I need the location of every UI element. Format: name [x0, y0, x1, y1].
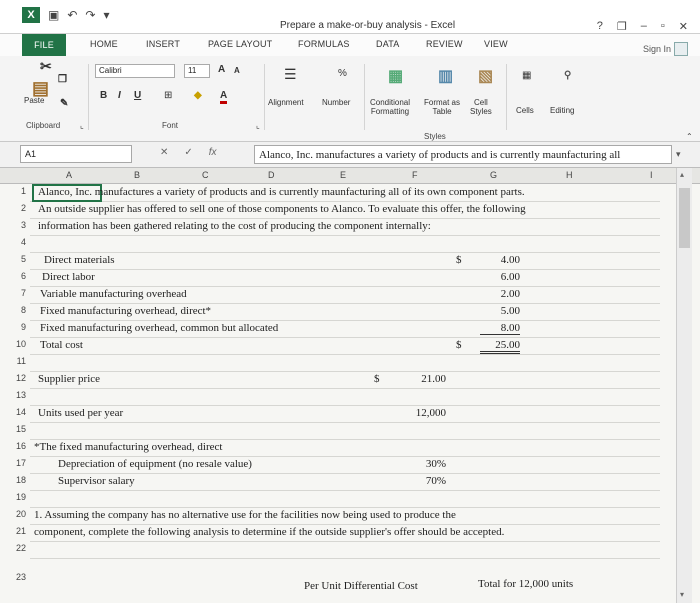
column-header-b[interactable]: B	[134, 170, 141, 180]
row-header[interactable]: 19	[15, 492, 26, 502]
cell-label-units-used[interactable]: Units used per year	[38, 407, 124, 419]
window-title: Prepare a make-or-buy analysis - Excel	[280, 20, 456, 31]
cell-value-depreciation[interactable]: 30%	[425, 458, 446, 470]
divider	[364, 64, 365, 130]
cut-icon[interactable]: ✂	[40, 58, 52, 74]
row-header[interactable]: 23	[15, 572, 26, 582]
gridline	[30, 303, 660, 304]
divider	[506, 64, 507, 130]
conditional-label: Conditional	[370, 98, 411, 107]
collapse-ribbon-icon[interactable]: ⌃	[686, 132, 693, 141]
column-header-i[interactable]: I	[650, 170, 653, 180]
ribbon	[0, 56, 700, 142]
gridline	[30, 405, 660, 406]
cell-value-fixed-direct[interactable]: 5.00	[500, 305, 520, 317]
clipboard-group-label: Clipboard	[26, 121, 61, 130]
sign-in-label: Sign In	[642, 44, 671, 54]
row-header[interactable]: 22	[15, 543, 26, 553]
conditional-formatting-icon[interactable]: ▦	[388, 68, 404, 85]
row-header[interactable]: 13	[15, 390, 26, 400]
cell-question-line1[interactable]: 1. Assuming the company has no alternative use for the facilities now being used to produce the	[34, 509, 456, 521]
cell-label-variable-overhead[interactable]: Variable manufacturing overhead	[40, 288, 187, 300]
row-header[interactable]: 21	[15, 526, 26, 536]
gridline	[30, 218, 660, 219]
ribbon-display-icon[interactable]: ❐	[616, 21, 627, 33]
paste-button[interactable]: Paste	[24, 96, 45, 105]
tab-review[interactable]: REVIEW	[426, 39, 463, 49]
column-header-e[interactable]: E	[340, 170, 347, 180]
excel-logo-icon: X	[22, 7, 40, 23]
cell-currency[interactable]: $	[456, 254, 462, 266]
fill-color-icon[interactable]: ◆	[194, 90, 202, 101]
column-header-h[interactable]: H	[566, 170, 573, 180]
font-group-label: Font	[162, 121, 179, 130]
gridline	[30, 235, 660, 236]
row-header[interactable]: 8	[20, 305, 26, 315]
row-header[interactable]: 20	[15, 509, 26, 519]
row-header[interactable]: 11	[16, 356, 26, 366]
styles-group-label: Styles	[424, 132, 446, 141]
cell-value-supervisor-salary[interactable]: 70%	[425, 475, 446, 487]
cell-value-variable-overhead[interactable]: 2.00	[500, 288, 520, 300]
help-button[interactable]: ?	[596, 20, 603, 32]
font-name-select[interactable]: Calibri	[95, 64, 175, 78]
column-header-a[interactable]: A	[66, 170, 73, 180]
gridline	[30, 337, 660, 338]
cell-label-supervisor-salary[interactable]: Supervisor salary	[58, 475, 135, 487]
binoculars-icon[interactable]: ⚲	[564, 70, 572, 81]
cell-footnote[interactable]: *The fixed manufacturing overhead, direct	[34, 441, 223, 453]
cell-currency[interactable]: $	[374, 373, 380, 385]
divider	[264, 64, 265, 130]
tab-insert[interactable]: INSERT	[146, 39, 181, 49]
row-header[interactable]: 14	[15, 407, 26, 417]
column-header-d[interactable]: D	[268, 170, 275, 180]
row-header[interactable]: 15	[15, 424, 26, 434]
percent-icon[interactable]: %	[338, 68, 347, 79]
underline-button[interactable]: U	[134, 90, 142, 101]
font-size-select[interactable]: 11	[184, 64, 210, 78]
window-controls	[597, 20, 688, 33]
cell-label-fixed-common[interactable]: Fixed manufacturing overhead, common but allocated	[40, 322, 279, 334]
row-header[interactable]: 12	[15, 373, 26, 383]
cell-styles-icon[interactable]: ▧	[478, 68, 494, 85]
sign-in-link[interactable]	[643, 42, 688, 56]
row-header[interactable]: 3	[20, 220, 26, 230]
cell-label-fixed-direct[interactable]: Fixed manufacturing overhead, direct*	[40, 305, 212, 317]
row-header[interactable]: 5	[20, 254, 26, 264]
cell-currency[interactable]: $	[456, 339, 462, 351]
paste-icon[interactable]: ▤	[32, 78, 50, 98]
italic-button[interactable]: I	[118, 90, 121, 101]
table-label: Table	[432, 107, 452, 116]
alignment-button[interactable]: Alignment	[268, 98, 304, 107]
number-button[interactable]: Number	[322, 98, 351, 107]
vertical-scrollbar[interactable]	[676, 168, 692, 603]
clipboard-launcher-icon[interactable]: ⌞	[80, 121, 84, 130]
insert-function-icon[interactable]: fx	[208, 147, 217, 158]
row-header[interactable]: 7	[20, 288, 26, 298]
cell-label: Cell	[474, 98, 488, 107]
gridline	[30, 269, 660, 270]
shrink-font-button[interactable]: A	[234, 66, 240, 75]
tab-formulas[interactable]: FORMULAS	[298, 39, 350, 49]
worksheet-grid[interactable]	[0, 168, 700, 603]
cell-styles-button[interactable]	[470, 98, 492, 116]
row-header[interactable]: 9	[20, 322, 26, 332]
cell-question-line2[interactable]: component, complete the following analysis to determine if the outside supplier's offer should be accepted.	[34, 526, 505, 538]
formula-input[interactable]: Alanco, Inc. manufactures a variety of products and is currently maunfacturing all	[254, 145, 672, 164]
undo-icon[interactable]: ↶	[67, 8, 78, 22]
cell-value-fixed-common[interactable]: 8.00	[480, 322, 520, 335]
minimize-button[interactable]: –	[640, 20, 647, 32]
cell-header-total[interactable]: Total for 12,000 units	[478, 578, 574, 590]
styles-label: Styles	[470, 107, 492, 116]
column-header-f[interactable]: F	[412, 170, 418, 180]
column-header-c[interactable]: C	[202, 170, 209, 180]
cell-value-units-used[interactable]: 12,000	[415, 407, 446, 419]
gridline	[30, 201, 660, 202]
cell-label-direct-labor[interactable]: Direct labor	[42, 271, 95, 283]
tab-page-layout[interactable]: PAGE LAYOUT	[208, 39, 273, 49]
font-color-button[interactable]: A	[220, 90, 227, 104]
gridline	[30, 456, 660, 457]
row-header[interactable]: 18	[15, 475, 26, 485]
cell-label-direct-materials[interactable]: Direct materials	[44, 254, 115, 266]
cells-button[interactable]: Cells	[516, 106, 534, 115]
gridline	[30, 422, 660, 423]
row-header[interactable]: 6	[20, 271, 26, 281]
cell-label-depreciation[interactable]: Depreciation of equipment (no resale value)	[58, 458, 252, 470]
gridline	[30, 473, 660, 474]
cell-label-supplier-price[interactable]: Supplier price	[38, 373, 101, 385]
quick-access-toolbar	[22, 7, 110, 23]
cell-label-total-cost[interactable]: Total cost	[40, 339, 83, 351]
cell-value-direct-labor[interactable]: 6.00	[500, 271, 520, 283]
alignment-icon[interactable]: ☰	[284, 66, 297, 82]
row-header[interactable]: 10	[15, 339, 26, 349]
tab-file[interactable]: FILE	[22, 34, 66, 56]
save-icon[interactable]: ▣	[48, 8, 60, 22]
scroll-down-icon[interactable]: ▾	[680, 590, 685, 599]
customize-qat-icon[interactable]: ▾	[103, 8, 110, 22]
row-header[interactable]: 16	[15, 441, 26, 451]
gridline	[30, 507, 660, 508]
cell-value-supplier-price[interactable]: 21.00	[421, 373, 446, 385]
gridline	[30, 558, 660, 559]
formula-bar	[0, 142, 700, 168]
row-header[interactable]: 17	[15, 458, 26, 468]
gridline	[30, 439, 660, 440]
avatar-icon	[674, 42, 688, 56]
close-button[interactable]: ✕	[678, 21, 688, 33]
bold-button[interactable]: B	[100, 90, 108, 101]
gridline	[30, 320, 660, 321]
gridline	[30, 371, 660, 372]
format-painter-icon[interactable]: ✎	[60, 98, 69, 109]
row-header[interactable]: 2	[20, 203, 26, 213]
gridline	[30, 541, 660, 542]
restore-icon[interactable]: ▫	[660, 20, 665, 32]
redo-icon[interactable]: ↷	[85, 8, 96, 22]
cell-header-per-unit[interactable]: Per Unit Differential Cost	[304, 580, 418, 592]
column-headers	[0, 168, 700, 184]
tab-data[interactable]: DATA	[376, 39, 400, 49]
gridline	[30, 388, 660, 389]
gridline	[30, 354, 660, 355]
font-launcher-icon[interactable]: ⌞	[256, 121, 260, 130]
name-box[interactable]: A1	[20, 145, 132, 163]
scroll-up-icon[interactable]: ▴	[680, 170, 685, 179]
gridline	[30, 490, 660, 491]
expand-formula-icon[interactable]: ▾	[676, 149, 681, 159]
formatting-label: Formatting	[370, 107, 410, 116]
cell-a2[interactable]: An outside supplier has offered to sell one of those components to Alanco. To evaluate this offer, the following	[38, 203, 526, 215]
tab-view[interactable]: VIEW	[484, 39, 508, 49]
column-header-g[interactable]: G	[490, 170, 498, 180]
row-header[interactable]: 4	[20, 237, 26, 247]
title-bar	[0, 0, 700, 34]
conditional-formatting-button[interactable]	[370, 98, 410, 116]
format-as-label: Format as	[424, 98, 461, 107]
enter-icon[interactable]: ✓	[184, 147, 193, 158]
row-header[interactable]: 1	[20, 186, 26, 196]
scroll-thumb[interactable]	[679, 188, 690, 248]
copy-icon[interactable]: ❐	[58, 74, 67, 85]
editing-button[interactable]: Editing	[550, 106, 575, 115]
ribbon-tabs	[0, 34, 700, 56]
format-as-table-icon[interactable]: ▥	[438, 68, 454, 85]
tab-home[interactable]: HOME	[90, 39, 118, 49]
cell-value-direct-materials[interactable]: 4.00	[500, 254, 520, 266]
gridline	[30, 286, 660, 287]
gridline	[30, 252, 660, 253]
divider	[88, 64, 89, 130]
cell-a1[interactable]: Alanco, Inc. manufactures a variety of products and is currently maunfacturing all of its own component parts.	[38, 186, 525, 198]
borders-icon[interactable]: ⊞	[164, 90, 173, 101]
cell-value-total-cost[interactable]: 25.00	[480, 339, 520, 354]
cells-icon[interactable]: ▦	[522, 70, 532, 81]
grow-font-button[interactable]: A	[218, 64, 226, 75]
gridline	[30, 524, 660, 525]
formula-buttons	[160, 147, 217, 158]
cell-a3[interactable]: information has been gathered relating to the cost of producing the component internally:	[38, 220, 431, 232]
format-as-table-button[interactable]	[424, 98, 460, 116]
cancel-icon[interactable]: ✕	[160, 147, 169, 158]
